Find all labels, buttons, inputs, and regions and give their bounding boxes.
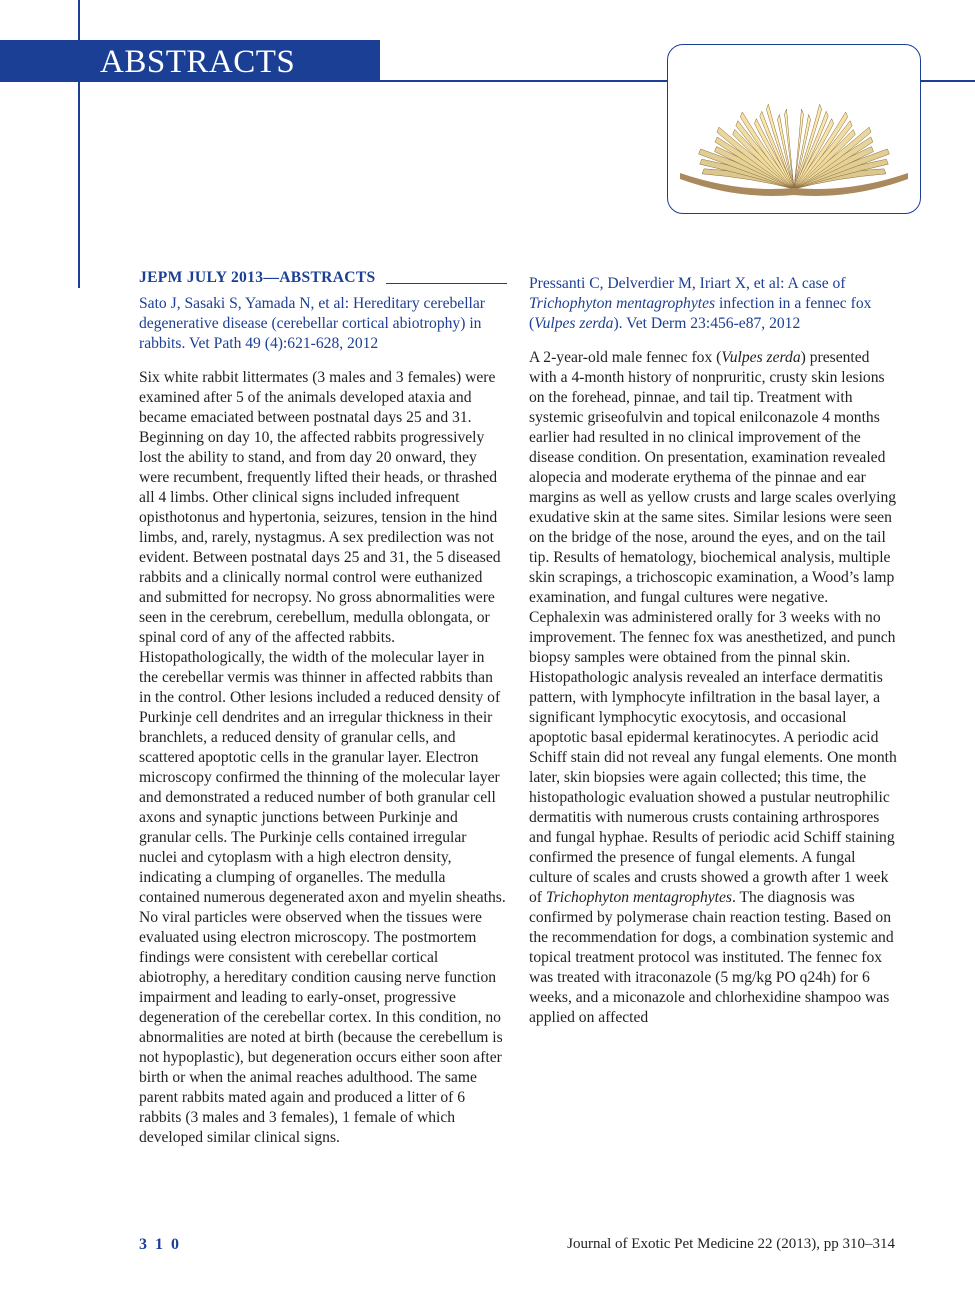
right-column <box>529 268 897 1036</box>
text-run-4: . The diagnosis was confirmed by polymerase chain reaction testing. Based on the recommendation for dogs, a combination systemic and topical treatment protocol was instituted. The fennec fox was treated with itraconazole (5 mg/kg PO q24h) for 6 weeks, and a miconazole and chlorhexidine shampoo was applied on affected <box>529 889 894 1026</box>
abstract-1-citation <box>139 294 507 354</box>
journal-citation: Journal of Exotic Pet Medicine 22 (2013), pp 310–314 <box>567 1236 895 1252</box>
section-heading-text: JEPM JULY 2013—ABSTRACTS <box>139 269 376 286</box>
text-run-0: Pressanti C, Delverdier M, Iriart X, et al: A case of <box>529 275 846 292</box>
italic-run-1: Vulpes zerda <box>721 349 801 366</box>
abstract-2-body <box>529 348 897 1028</box>
section-heading <box>139 268 507 288</box>
section-banner: ABSTRACTS <box>0 40 380 82</box>
open-book-icon <box>668 45 922 215</box>
text-run-0: Six white rabbit littermates (3 males and 3 females) were examined after 5 of the animals developed ataxia and became emaciated between postnatal days 25 and 31. Beginning on day 10, the affected rabbits progressively lost the ability to stand, and from day 20 onward, they were recumbent, frequently lifted their heads, or thrashed all 4 limbs. Other clinical signs included infrequent opisthotonus and hypertonia, seizures, tension in the hind limbs, and, rarely, nystagmus. A sex predilection was not evident. Between postnatal days 25 and 31, the 5 diseased rabbits and a clinically normal control were euthanized and submitted for necropsy. No gross abnormalities were seen in the cerebrum, cerebellum, medulla oblongata, or spinal cord of any of the affected rabbits. Histopathologically, the width of the molecular layer in the cerebellar vermis was thinner in affected rabbits than in the control. Other lesions included a reduced density of Purkinje cell dendrites and an irregular thickness in their branchlets, a reduced density of granular cells, and scattered apoptotic cells in the granular layer. Electron microscopy confirmed the thinning of the molecular layer and demonstrated a reduced number of both granular cell axons and synaptic junctions between Purkinje and granular cells. The Purkinje cells contained irregular nuclei and cytoplasm with a high electron density, indicating a clumping of organelles. The medulla contained numerous degenerated axon and myelin sheaths. No viral particles were observed when the tissues were evaluated using electron microscopy. The postmortem findings were consistent with cerebellar cortical abiotrophy, a hereditary condition causing nerve function impairment and leading to early-onset, progressive degeneration of the cerebellar cortex. In this condition, no abnormalities are noted at birth (because the cerebellum is not hypoplastic), but degeneration occurs either soon after birth or when the animal reaches adulthood. The same parent rabbits mated again and produced a litter of 6 rabbits (3 males and 3 females), 1 female of which developed similar clinical signs. <box>139 369 506 1146</box>
abstract-2-citation <box>529 274 897 334</box>
text-run-0: Sato J, Sasaki S, Yamada N, et al: Hereditary cerebellar degenerative disease (cerebellar cortical abiotrophy) in rabbits. Vet Path 49 (4):621-628, 2012 <box>139 295 485 352</box>
text-run-4: ). Vet Derm 23:456-e87, 2012 <box>613 315 801 332</box>
page-number: 310 <box>139 1236 187 1253</box>
italic-run-3: Trichophyton mentagrophytes <box>545 889 732 906</box>
book-illustration-frame <box>667 44 921 214</box>
italic-run-3: Vulpes zerda <box>534 315 614 332</box>
abstract-1-body <box>139 368 507 1148</box>
text-run-2: infection in a fennec fox ( <box>529 295 872 332</box>
text-run-2: ) presented with a 4-month history of nonpruritic, crusty skin lesions on the forehead, pinnae, and tail tip. Treatment with systemic griseofulvin and topical enilconazole 4 months earlier had resulted in no clinical improvement of the disease condition. On presentation, examination revealed alopecia and moderate erythema of the pinnae and ear margins as well as yellow crusts and large scales overlying exudative skin at the same sites. Similar lesions were seen on the bridge of the nose, around the eyes, and on the tail tip. Results of hematology, biochemical analysis, multiple skin scrapings, a trichoscopic examination, a Wood’s lamp examination, and fungal cultures were negative. Cephalexin was administered orally for 3 weeks with no improvement. The fennec fox was anesthetized, and punch biopsy samples were obtained from the pinnal skin. Histopathologic analysis revealed an interface dermatitis pattern, with lymphocyte infiltration in the basal layer, a significant lymphocytic exocytosis, and occasional apoptotic basal epidermal keratinocytes. A periodic acid Schiff stain did not reveal any fungal elements. One month later, skin biopsies were again collected; this time, the histopathologic evaluation showed a pustular neutrophilic dermatitis with numerous crusts containing arthrospores and fungal hyphae. Results of periodic acid Schiff staining confirmed the presence of fungal elements. A fungal culture of scales and crusts showed a growth after 1 week of <box>529 349 897 906</box>
text-run-0: A 2-year-old male fennec fox ( <box>529 349 722 366</box>
left-column <box>139 268 507 1156</box>
heading-rule <box>386 283 507 284</box>
italic-run-1: Trichophyton mentagrophytes <box>529 295 716 312</box>
